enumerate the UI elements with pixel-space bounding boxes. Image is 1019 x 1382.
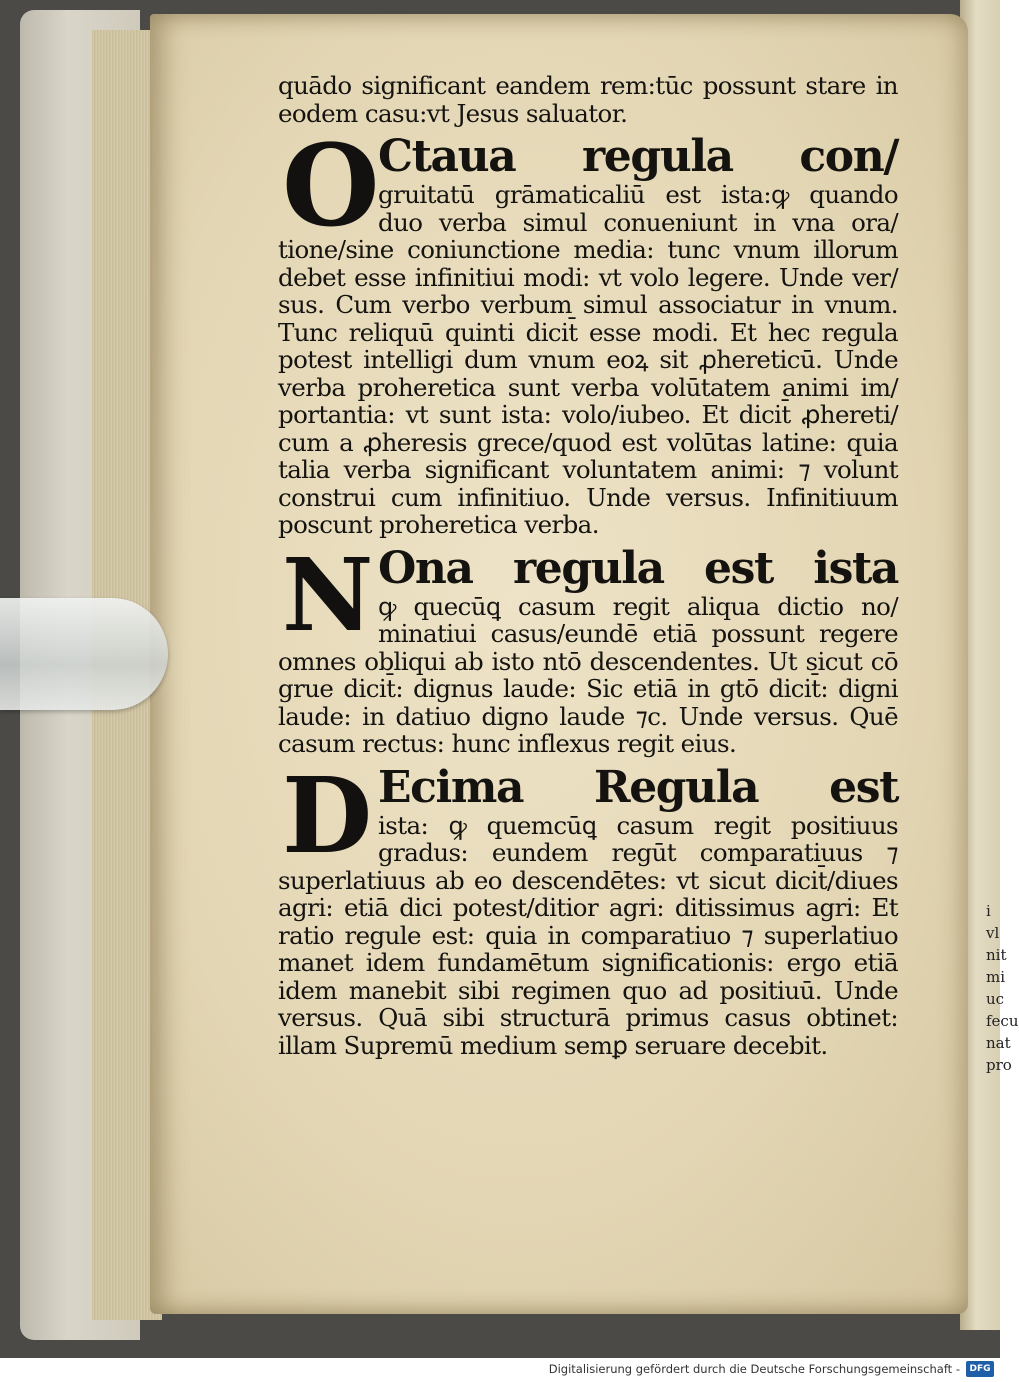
text-line: agri: etiā dici potest/ditior agri: ditissimus agri: Et [278, 893, 898, 922]
text-line: construi cum infinitiuo. Unde versus. Infinitiuum [278, 482, 898, 512]
fragment: nit [986, 946, 1007, 964]
text-line: versus. Quā sibi structurā primus casus obtinet: [278, 1003, 898, 1032]
text-line: omnes obliqui ab isto ntō descendentes. Ut sicut cō [278, 646, 898, 676]
section-nona-regula [278, 535, 898, 758]
text-line: grue dicit̄: dignus laude: Sic etiā in gtō dicit̄: digni [278, 674, 898, 703]
text-line: quādo significant eandem rem:tūc possunt stare in [278, 71, 898, 100]
text-line: potest intelligi dum vnum eoꝝ sit ꝓhereticū. Unde [278, 345, 898, 374]
text-line: ꝙ quecūꝗ casum regit aliqua dictio no/ [378, 591, 898, 621]
text-line: superlatiuus ab eo descendētes: vt sicut dicit̄/diues [278, 865, 898, 895]
text-line: eodem casu:vt Jesus saluator. [278, 98, 628, 128]
footer-credit: Digitalisierung gefördert durch die Deutsche Forschungsgemeinschaft - [548, 1362, 960, 1376]
section-heading: Ctaua regula con/ [378, 131, 898, 182]
text-line: idem manebit sibi regimen quo ad positiuū. Unde [278, 975, 898, 1005]
text-line: duo verba simul conueniunt in vna ora/ [378, 207, 898, 237]
section-preface [278, 72, 898, 127]
text-line: casum rectus: hunc inflexus regit eius. [278, 729, 737, 758]
initial-letter: O [282, 121, 380, 252]
footer-bar [0, 1358, 1000, 1382]
fragment: vl [986, 924, 1000, 942]
text-line: debet esse infinitiui modi: vt volo legere. Unde ver/ [278, 262, 898, 292]
text-line: gruitatū grāmaticaliū est ista:ꝙ quando [378, 180, 898, 209]
initial-letter: D [282, 753, 373, 877]
page-text [278, 72, 898, 1059]
dfg-logo-icon: DFG [966, 1361, 994, 1377]
text-line: verba proheretica sunt verba volūtatem animi im/ [278, 372, 898, 402]
text-line: ratio regule est: quia in comparatiuo ⁊ superlatiuo [278, 920, 898, 950]
section-octaua-regula [278, 121, 898, 539]
text-line: manet idem fundamētum significationis: ergo etiā [278, 948, 898, 977]
fragment: uc [986, 990, 1005, 1008]
section-decima-regula [278, 753, 898, 1060]
text-line: portantia: vt sunt ista: volo/iubeo. Et dicit̄ ꝓhereti/ [278, 400, 898, 429]
text-line: talia verba significant voluntatem animi: ⁊ volunt [278, 455, 898, 484]
text-line: illam Supremū medium semꝑ seruare decebit. [278, 1030, 828, 1060]
text-line: tione/sine coniunctione media: tunc vnum illorum [278, 235, 898, 264]
text-line: poscunt proheretica verba. [278, 510, 599, 539]
fragment: nat [986, 1034, 1011, 1052]
fragment: pro [986, 1056, 1012, 1074]
text-line: cum a ꝓheresis grece/quod est volūtas latine: quia [278, 427, 898, 457]
bookmark-strip [0, 598, 168, 710]
text-line: laude: in datiuo digno laude ⁊c. Unde versus. Quē [278, 701, 898, 731]
fragment: mi [986, 968, 1006, 986]
section-heading: Ecima Regula est [378, 761, 898, 813]
text-line: Tunc reliquū quinti dicit̄ esse modi. Et hec regula [278, 317, 898, 347]
text-line: sus. Cum verbo verbum simul associatur in vnum. [278, 290, 898, 319]
initial-letter: N [282, 535, 374, 654]
text-line: minatiui casus/eundē etiā possunt regere [378, 619, 898, 648]
fragment: i [986, 902, 991, 920]
section-heading: Ona regula est ista [378, 542, 898, 594]
fragment: fecu [986, 1012, 1019, 1030]
text-line: gradus: eundem regūt comparatiuus ⁊ [378, 838, 898, 867]
text-line: ista: ꝙ quemcūꝗ casum regit positiuus [378, 810, 898, 840]
facing-page-fragments [986, 900, 1019, 1076]
